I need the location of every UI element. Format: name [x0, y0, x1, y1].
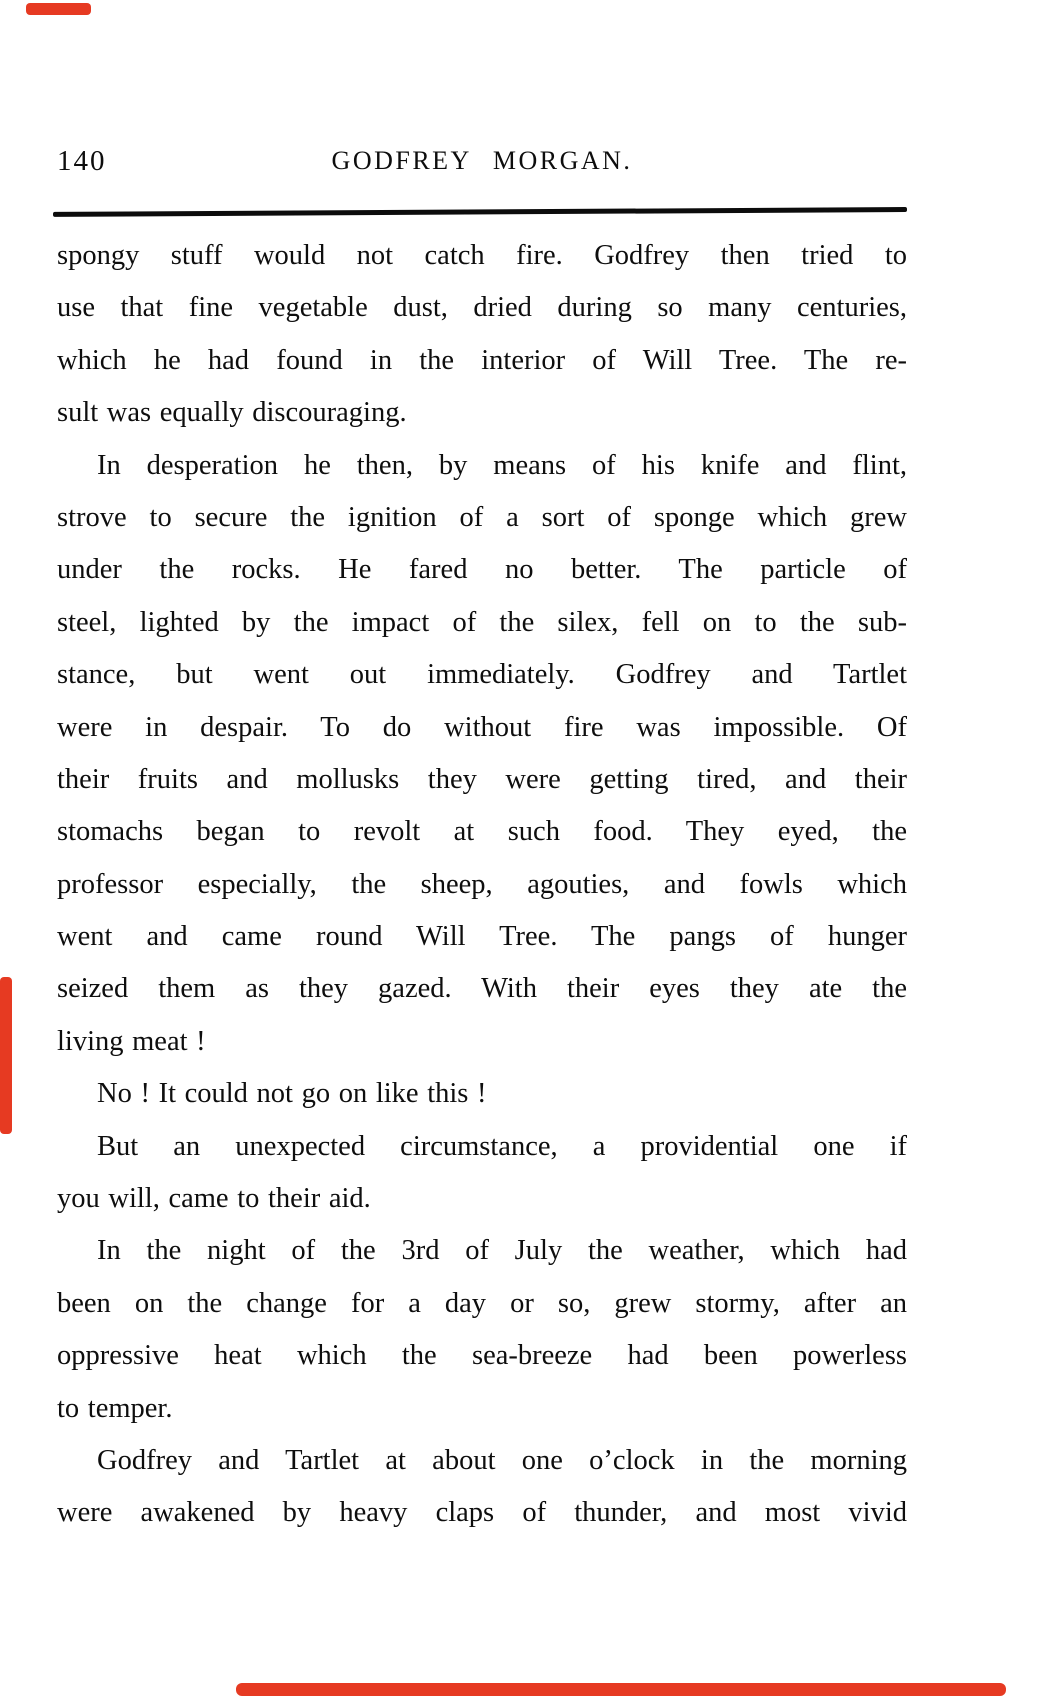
text-line: Godfrey and Tartlet at about one o’clock in the morning — [97, 1444, 907, 1476]
text-line: were awakened by heavy claps of thunder, and most vivid — [57, 1497, 907, 1529]
text-line: went and came round Will Tree. The pangs of hunger — [57, 921, 907, 953]
scan-mark-left — [0, 977, 12, 1134]
text-line: their fruits and mollusks they were getting tired, and their — [57, 763, 907, 795]
page-number: 140 — [57, 145, 107, 177]
scan-mark-top — [26, 3, 91, 15]
text-line: stomachs began to revolt at such food. They eyed, the — [57, 816, 907, 848]
text-line: In desperation he then, by means of his knife and flint, — [97, 449, 907, 481]
text-line: were in despair. To do without fire was impossible. Of — [57, 711, 907, 743]
text-line: sult was equally discouraging. — [57, 397, 407, 429]
text-line: living meat ! — [57, 1025, 206, 1057]
text-line: spongy stuff would not catch fire. Godfrey then tried to — [57, 240, 907, 271]
text-line: stance, but went out immediately. Godfrey and Tartlet — [57, 659, 907, 691]
running-title: GODFREY MORGAN. — [331, 146, 633, 175]
page-header — [57, 141, 907, 181]
text-line: under the rocks. He fared no better. The particle of — [57, 554, 907, 586]
text-line: oppressive heat which the sea-breeze had been powerless — [57, 1340, 907, 1372]
text-line: you will, came to their aid. — [57, 1183, 371, 1215]
text-line: strove to secure the ignition of a sort of sponge which grew — [57, 501, 907, 533]
text-line: In the night of the 3rd of July the weather, which had — [97, 1235, 907, 1267]
text-line: No ! It could not go on like this ! — [97, 1078, 487, 1110]
text-line: professor especially, the sheep, agouties, and fowls which — [57, 868, 907, 900]
text-line: steel, lighted by the impact of the silex, fell on to the sub- — [57, 606, 907, 638]
text-line: been on the change for a day or so, grew stormy, after an — [57, 1287, 907, 1319]
text-line: seized them as they gazed. With their eyes they ate the — [57, 973, 907, 1005]
header-rule — [53, 207, 907, 216]
text-line: which he had found in the interior of Will Tree. The re- — [57, 344, 907, 376]
text-line: use that fine vegetable dust, dried during so many centuries, — [57, 292, 907, 324]
text-line: But an unexpected circumstance, a providential one if — [97, 1130, 907, 1162]
text-line: to temper. — [57, 1392, 173, 1424]
text-block — [57, 230, 907, 1540]
scan-mark-bottom — [236, 1683, 1006, 1696]
